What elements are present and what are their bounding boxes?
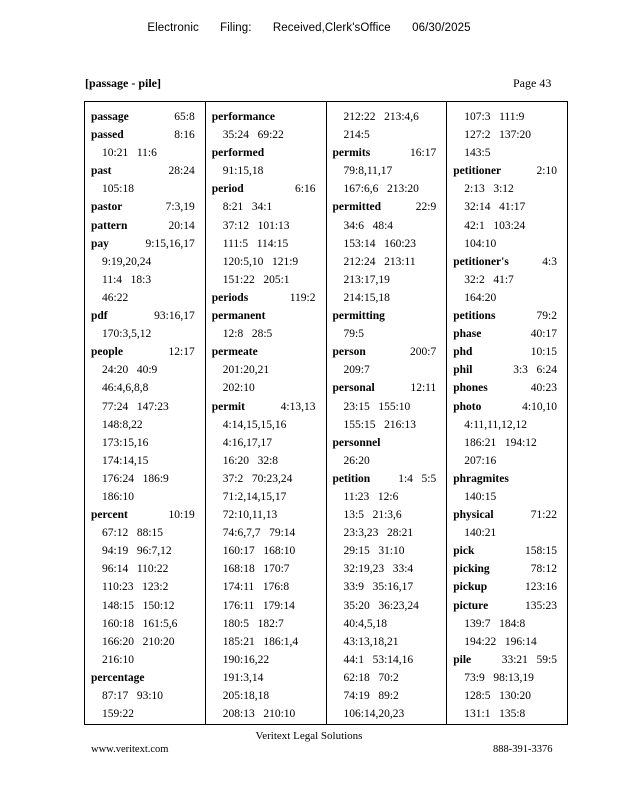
index-term-line [91, 307, 201, 325]
index-references: 8:16 [174, 129, 195, 142]
index-continuation: 16:20 32:8 [222, 454, 279, 467]
index-term-line [333, 144, 443, 162]
index-term: picture [453, 599, 489, 612]
index-continuation: 11:23 12:6 [343, 490, 399, 503]
index-continuation: 191:3,14 [222, 671, 264, 684]
index-term-line [333, 198, 443, 216]
index-continuation: 67:12 88:15 [102, 527, 164, 540]
index-references: 200:7 [410, 346, 437, 359]
index-term: pay [91, 237, 109, 250]
index-continuation: 23:15 155:10 [343, 400, 411, 413]
index-continuation: 164:20 [464, 291, 497, 304]
footer-company: Veritext Legal Solutions [255, 730, 363, 742]
index-term-line [333, 470, 443, 488]
index-term-line [453, 542, 563, 560]
index-term: physical [453, 509, 494, 522]
index-continuation: 4:14,15,15,16 [222, 418, 287, 431]
index-term-line [212, 307, 322, 325]
index-term: petitioner [453, 165, 502, 178]
index-references: 7:3,19 [165, 201, 195, 214]
index-term: personnel [332, 436, 381, 449]
index-continuation: 23:3,23 28:21 [343, 527, 414, 540]
index-continuation: 106:14,20,23 [343, 708, 405, 721]
index-references: 10:15 [530, 346, 557, 359]
index-term: petition [332, 472, 371, 485]
index-references: 33:21 59:5 [501, 653, 557, 666]
index-continuation: 140:15 [464, 490, 497, 503]
index-term: petitions [453, 310, 496, 323]
index-term: phones [453, 382, 488, 395]
index-term: permit [211, 400, 245, 413]
index-references: 16:17 [410, 147, 437, 160]
index-term: petitioner's [453, 255, 509, 268]
index-continuation: 185:21 186:1,4 [222, 635, 299, 648]
efiling-part: 06/30/2025 [412, 22, 471, 34]
index-continuation: 79:5 [343, 328, 364, 341]
index-continuation: 24:20 40:9 [102, 364, 158, 377]
index-term: periods [211, 291, 249, 304]
index-term-line [453, 651, 563, 669]
index-references: 78:12 [530, 563, 557, 576]
index-continuation: 186:21 194:12 [464, 436, 537, 449]
index-continuation: 44:1 53:14,16 [343, 653, 414, 666]
index-term-line [212, 343, 322, 361]
index-continuation: 176:11 179:14 [222, 599, 295, 612]
index-continuation: 214:5 [343, 129, 370, 142]
index-continuation: 186:10 [102, 490, 134, 503]
index-continuation: 104:10 [464, 237, 497, 250]
index-column [85, 102, 205, 724]
index-term: phase [453, 328, 482, 341]
index-term-line [91, 506, 201, 524]
index-term-line [91, 126, 201, 144]
index-references: 4:13,13 [280, 400, 316, 413]
index-term: percentage [91, 671, 145, 684]
index-continuation: 139:7 184:8 [464, 617, 526, 630]
index-term: pickup [453, 581, 488, 594]
index-references: 6:16 [295, 183, 316, 196]
index-term-line [212, 144, 322, 162]
index-continuation: 43:13,18,21 [343, 635, 399, 648]
index-term: permitted [332, 201, 382, 214]
index-continuation: 96:14 110:22 [102, 563, 169, 576]
index-term-line [212, 180, 322, 198]
index-term: permits [332, 147, 371, 160]
index-term-line [91, 235, 201, 253]
index-term: percent [91, 509, 128, 522]
index-references: 4:10,10 [522, 400, 557, 413]
index-continuation: 159:22 [102, 708, 134, 721]
index-continuation: 79:8,11,17 [343, 165, 393, 178]
index-continuation: 212:24 213:11 [343, 255, 416, 268]
index-continuation: 62:18 70:2 [343, 671, 399, 684]
index-continuation: 94:19 96:7,12 [102, 545, 172, 558]
index-references: 93:16,17 [154, 310, 195, 323]
index-continuation: 11:4 18:3 [102, 273, 152, 286]
index-references: 65:8 [174, 111, 195, 123]
index-references: 79:2 [536, 310, 557, 323]
index-range: [passage - pile] [85, 76, 161, 90]
index-continuation: 40:4,5,18 [343, 617, 387, 630]
footer-website: www.veritext.com [91, 744, 169, 755]
index-term-line [91, 198, 201, 216]
index-term: past [91, 165, 112, 178]
index-continuation: 32:19,23 33:4 [343, 563, 414, 576]
index-continuation: 180:5 182:7 [222, 617, 284, 630]
index-continuation: 128:5 130:20 [464, 690, 532, 702]
index-term-line [453, 379, 563, 397]
index-term-line [453, 325, 563, 343]
index-references: 9:15,16,17 [145, 237, 195, 250]
index-term: personal [332, 382, 375, 395]
index-references: 71:22 [530, 509, 557, 522]
index-term-line [453, 560, 563, 578]
index-term-line [333, 307, 443, 325]
index-term: performed [211, 147, 265, 160]
index-continuation: 216:10 [102, 653, 134, 666]
index-term: pattern [91, 219, 128, 232]
index-continuation: 166:20 210:20 [102, 635, 175, 648]
index-term-line [212, 398, 322, 416]
index-continuation: 194:22 196:14 [464, 635, 537, 648]
efiling-part: Filing: [220, 22, 252, 34]
index-continuation: 8:21 34:1 [222, 201, 273, 214]
index-term-line [453, 578, 563, 596]
index-continuation: 87:17 93:10 [102, 690, 164, 702]
index-continuation: 148:15 150:12 [102, 599, 175, 612]
index-term-line [333, 434, 443, 452]
index-continuation: 73:9 98:13,19 [464, 671, 534, 684]
index-continuation: 10:21 11:6 [102, 147, 157, 160]
index-term-line [453, 162, 563, 180]
index-column [446, 102, 567, 724]
index-references: 28:24 [168, 165, 195, 178]
index-term: phd [453, 346, 473, 359]
index-continuation: 35:24 69:22 [222, 129, 284, 142]
index-references: 1:4 5:5 [398, 472, 437, 485]
index-references: 2:10 [536, 165, 557, 178]
index-continuation: 168:18 170:7 [222, 563, 290, 576]
index-term-line [333, 379, 443, 397]
index-term: passed [91, 129, 124, 142]
index-continuation: 34:6 48:4 [343, 219, 394, 232]
index-continuation: 155:15 216:13 [343, 418, 417, 431]
index-references: 3:3 6:24 [513, 364, 557, 377]
index-continuation: 9:19,20,24 [102, 255, 152, 268]
index-term: pastor [91, 201, 123, 214]
index-continuation: 13:5 21:3,6 [343, 509, 402, 522]
index-continuation: 110:23 123:2 [102, 581, 169, 594]
index-continuation: 205:18,18 [222, 690, 270, 702]
page-number: Page 43 [513, 76, 552, 90]
index-term: period [211, 183, 244, 196]
index-term: permitting [332, 310, 385, 323]
index-continuation: 127:2 137:20 [464, 129, 532, 142]
index-references: 40:23 [530, 382, 557, 395]
index-term-line [453, 307, 563, 325]
index-references: 12:17 [168, 346, 195, 359]
index-term: phil [453, 364, 473, 377]
index-continuation: 208:13 210:10 [222, 708, 296, 721]
word-index-grid [84, 101, 568, 725]
index-continuation: 173:15,16 [102, 436, 149, 449]
index-column [205, 102, 326, 724]
index-continuation: 71:2,14,15,17 [222, 490, 287, 503]
index-references: 4:3 [542, 255, 557, 268]
index-continuation: 4:11,11,12,12 [464, 418, 527, 431]
index-continuation: 207:16 [464, 454, 497, 467]
index-continuation: 35:20 36:23,24 [343, 599, 419, 612]
index-continuation: 201:20,21 [222, 364, 270, 377]
index-continuation: 111:5 114:15 [222, 237, 289, 250]
efiling-stamp [0, 22, 618, 34]
index-continuation: 131:1 135:8 [464, 708, 526, 721]
index-term: pick [453, 545, 475, 558]
index-continuation: 4:16,17,17 [222, 436, 272, 449]
index-continuation: 32:14 41:17 [464, 201, 526, 214]
index-column [326, 102, 447, 724]
efiling-part: Electronic [147, 22, 199, 34]
index-continuation: 120:5,10 121:9 [222, 255, 299, 268]
index-term-line [453, 398, 563, 416]
index-continuation: 2:13 3:12 [464, 183, 514, 196]
index-term: permanent [211, 310, 266, 323]
index-references: 20:14 [168, 219, 195, 232]
index-continuation: 12:8 28:5 [222, 328, 273, 341]
index-term: phragmites [453, 472, 509, 485]
index-continuation: 209:7 [343, 364, 370, 377]
index-continuation: 202:10 [222, 382, 255, 395]
index-continuation: 46:4,6,8,8 [102, 382, 149, 395]
index-continuation: 72:10,11,13 [222, 509, 278, 522]
index-term: pile [453, 653, 472, 666]
index-references: 123:16 [525, 581, 557, 594]
index-continuation: 74:6,7,7 79:14 [222, 527, 296, 540]
index-continuation: 29:15 31:10 [343, 545, 405, 558]
index-continuation: 174:14,15 [102, 454, 149, 467]
index-term-line [91, 162, 201, 180]
efiling-part: Received,Clerk'sOffice [272, 22, 391, 34]
index-term-line [453, 470, 563, 488]
index-term-line [212, 289, 322, 307]
index-references: 12:11 [410, 382, 437, 395]
index-continuation: 153:14 160:23 [343, 237, 417, 250]
index-continuation: 170:3,5,12 [102, 328, 152, 341]
index-continuation: 176:24 186:9 [102, 472, 169, 485]
index-references: 119:2 [289, 291, 316, 304]
index-continuation: 105:18 [102, 183, 134, 196]
index-term: performance [211, 111, 275, 123]
index-references: 40:17 [530, 328, 557, 341]
index-continuation: 190:16,22 [222, 653, 270, 666]
index-term-line [91, 669, 201, 687]
index-term-line [333, 343, 443, 361]
index-term: photo [453, 400, 482, 413]
index-continuation: 167:6,6 213:20 [343, 183, 419, 196]
index-term: permeate [211, 346, 258, 359]
index-term-line [453, 343, 563, 361]
index-references: 158:15 [525, 545, 557, 558]
index-term-line [453, 506, 563, 524]
index-term-line [91, 343, 201, 361]
index-term: person [332, 346, 366, 359]
index-continuation: 42:1 103:24 [464, 219, 526, 232]
index-continuation: 74:19 89:2 [343, 690, 399, 702]
index-continuation: 37:2 70:23,24 [222, 472, 293, 485]
index-continuation: 26:20 [343, 454, 370, 467]
index-term-line [453, 597, 563, 615]
index-term-line [212, 108, 322, 126]
index-continuation: 174:11 176:8 [222, 581, 290, 594]
index-term: people [91, 346, 123, 359]
index-continuation: 148:8,22 [102, 418, 143, 431]
index-continuation: 46:22 [102, 291, 129, 304]
index-references: 22:9 [415, 201, 437, 214]
index-continuation: 143:5 [464, 147, 491, 160]
index-continuation: 214:15,18 [343, 291, 390, 304]
footer-phone: 888-391-3376 [493, 744, 553, 755]
index-term-line [91, 217, 201, 235]
index-continuation: 37:12 101:13 [222, 219, 290, 232]
index-continuation: 77:24 147:23 [102, 400, 169, 413]
index-term: picking [453, 563, 490, 576]
index-term-line [453, 361, 563, 379]
index-continuation: 151:22 205:1 [222, 273, 290, 286]
index-term: passage [91, 111, 129, 123]
index-continuation: 212:22 213:4,6 [343, 111, 419, 123]
index-continuation: 160:17 168:10 [222, 545, 296, 558]
index-continuation: 160:18 161:5,6 [102, 617, 178, 630]
index-term-line [91, 108, 201, 126]
index-term: pdf [91, 310, 108, 323]
index-references: 10:19 [168, 509, 195, 522]
index-continuation: 91:15,18 [222, 165, 264, 178]
index-continuation: 32:2 41:7 [464, 273, 514, 286]
index-continuation: 33:9 35:16,17 [343, 581, 414, 594]
index-continuation: 213:17,19 [343, 273, 390, 286]
index-continuation: 140:21 [464, 527, 497, 540]
index-continuation: 107:3 111:9 [464, 111, 525, 123]
index-references: 135:23 [525, 599, 557, 612]
index-term-line [453, 253, 563, 271]
